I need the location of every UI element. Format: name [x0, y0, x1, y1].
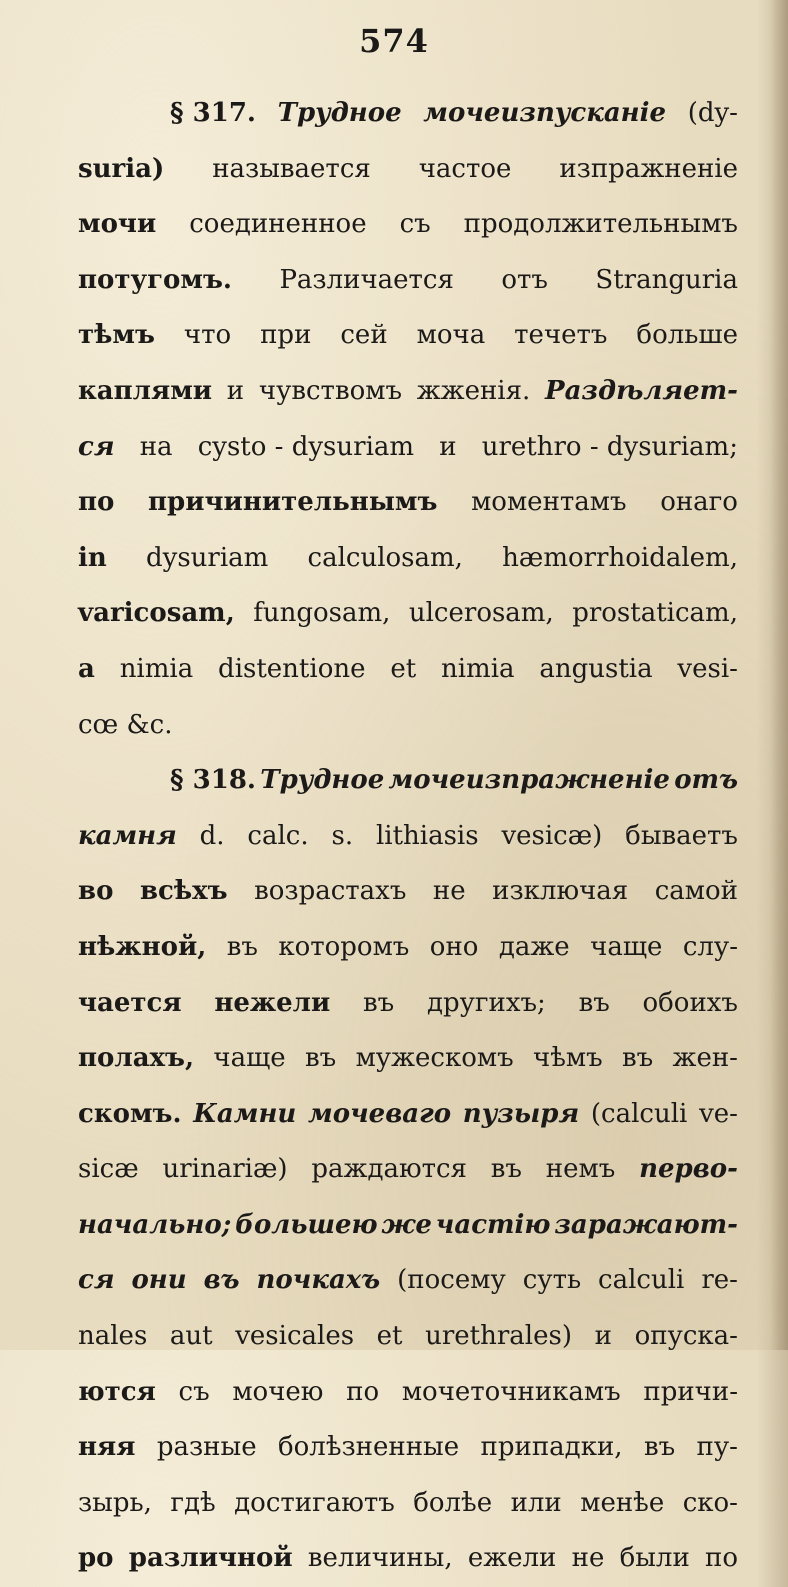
word: моча [416, 320, 486, 351]
word: § 318. [170, 765, 256, 796]
text-line [78, 1309, 738, 1365]
word: s. [331, 820, 354, 851]
word: припадки, [480, 1432, 623, 1463]
word: большею [235, 1209, 378, 1240]
word: чѣмъ [533, 1043, 603, 1074]
word: отъ [674, 765, 738, 796]
text-line [78, 1531, 738, 1587]
word: nimia [119, 653, 194, 684]
word: мочею [232, 1376, 324, 1407]
word: сей [340, 320, 388, 351]
text-line [78, 1476, 738, 1532]
word: жен- [672, 1043, 738, 1074]
text-line [78, 864, 738, 920]
word: Трудное [277, 98, 402, 128]
text-line [78, 809, 738, 865]
word: суть [522, 1265, 582, 1296]
text-line [78, 1031, 738, 1087]
word: sicæ [78, 1154, 139, 1185]
word: ежели [467, 1543, 557, 1574]
word: раждаются [311, 1154, 467, 1185]
word: Stranguria [595, 264, 738, 295]
word: dysuriam [145, 542, 269, 573]
word: vesi- [677, 653, 738, 684]
word: чувствомъ [258, 375, 403, 406]
word: varicosam, [78, 598, 235, 629]
word: частію [435, 1209, 551, 1240]
word: Различается [279, 264, 454, 295]
text-line [78, 531, 738, 587]
word: бываетъ [625, 820, 738, 851]
word: § 317. [170, 98, 256, 128]
word: мочеваго [308, 1098, 452, 1129]
word: чаще [590, 931, 663, 962]
word: они [131, 1265, 187, 1296]
word: слу- [682, 931, 738, 962]
word: въ [622, 1043, 654, 1074]
word: обоихъ [642, 987, 738, 1018]
word: въ [578, 987, 610, 1018]
word: которомъ [278, 931, 410, 962]
word: nales [78, 1321, 148, 1352]
word: ся [78, 431, 115, 462]
word: чается [78, 987, 182, 1018]
word: изключая [492, 876, 629, 907]
word: ся [78, 1265, 115, 1296]
text-line [78, 1142, 738, 1198]
word: на [139, 431, 173, 462]
word: называется [212, 153, 371, 184]
word: (calculi [590, 1098, 688, 1129]
text-line [78, 753, 738, 809]
word: distentione [218, 653, 366, 684]
word: ются [78, 1376, 156, 1407]
word: nimia [440, 653, 515, 684]
word: при [260, 320, 312, 351]
word: ulcerosam, [408, 598, 554, 629]
word: оно [429, 931, 479, 962]
word: во [78, 876, 114, 907]
word: тѣмъ [78, 320, 155, 351]
word: заражают- [554, 1209, 738, 1240]
word: urethrales) [425, 1321, 572, 1352]
word: опуска- [634, 1321, 738, 1352]
word: въ [643, 1432, 676, 1463]
page-edge-shadow [770, 0, 788, 1350]
word: d. [199, 820, 225, 851]
word: начально; [78, 1209, 232, 1240]
word: причи- [643, 1376, 738, 1407]
word: съ [178, 1376, 210, 1407]
word: calculosam, [307, 542, 463, 573]
word: calc. [247, 820, 309, 851]
word: et [376, 1321, 403, 1352]
word: въ [203, 1265, 240, 1296]
text-line [78, 976, 738, 1032]
word: няя [78, 1432, 136, 1463]
text-line [78, 586, 738, 642]
word: каплями [78, 375, 213, 406]
word: мужескомъ [355, 1043, 514, 1074]
word: мочеизпражненіе [388, 765, 670, 796]
text-line [78, 1365, 738, 1421]
word: re- [701, 1265, 738, 1296]
word: пузыря [462, 1098, 580, 1129]
text-line [78, 364, 738, 420]
word: продолжительнымъ [463, 209, 738, 240]
word: всѣхъ [139, 876, 228, 907]
word: въ [363, 987, 395, 1018]
word: Камни [193, 1098, 297, 1129]
text-line [78, 1420, 738, 1476]
word: болѣзненные [278, 1432, 460, 1463]
word: онаго [660, 487, 738, 518]
text-line [78, 86, 738, 142]
word: достигаютъ [234, 1487, 395, 1518]
word: величины, [307, 1543, 453, 1574]
word: и [226, 375, 245, 406]
word: пу- [696, 1432, 738, 1463]
word: были [619, 1543, 690, 1574]
text-line [78, 1087, 738, 1143]
word: потугомъ. [78, 264, 232, 295]
word: vesicales [235, 1321, 355, 1352]
word: suria) [78, 153, 165, 184]
word: другихъ; [426, 987, 546, 1018]
word: a [78, 653, 95, 684]
text-line [78, 1253, 738, 1309]
word: fungosam, [253, 598, 391, 629]
word: скомъ. [78, 1098, 182, 1129]
word: vesicæ) [501, 820, 603, 851]
word: въ [226, 931, 258, 962]
word: или [510, 1487, 562, 1518]
text-line [78, 698, 738, 754]
word: (посему [397, 1265, 506, 1296]
text-line [78, 920, 738, 976]
word: жженія. [416, 375, 531, 406]
word: нѣжной, [78, 931, 207, 962]
word: in [78, 542, 107, 573]
word: aut [169, 1321, 213, 1352]
word: (dy- [687, 98, 738, 128]
word: гдѣ [170, 1487, 216, 1518]
word: prostaticam, [572, 598, 738, 629]
word: камня [78, 820, 177, 851]
word: различной [128, 1543, 293, 1574]
word: даже [498, 931, 570, 962]
word: angustia [539, 653, 653, 684]
word: и [439, 431, 457, 462]
word: не [432, 876, 466, 907]
body-text [78, 86, 738, 1587]
word: соединенное [189, 209, 367, 240]
word: болѣе [413, 1487, 493, 1518]
word: зырь, [78, 1487, 152, 1518]
page-number: 574 [359, 22, 429, 60]
word: нежели [214, 987, 331, 1018]
text-line [78, 142, 738, 198]
word: Трудное [260, 765, 385, 796]
word: ро [78, 1543, 114, 1574]
word: почкахъ [256, 1265, 381, 1296]
word: по [78, 487, 115, 518]
word: съ [399, 209, 431, 240]
word: cœ &c. [78, 709, 173, 740]
word: по [346, 1376, 380, 1407]
word: немъ [545, 1154, 616, 1185]
word: же [381, 1209, 432, 1240]
text-line [78, 197, 738, 253]
word: Раздѣляет- [545, 375, 738, 406]
word: мочеточникамъ [401, 1376, 621, 1407]
word: мочеизпусканіе [423, 98, 667, 128]
word: возрастахъ [254, 876, 407, 907]
word: мочи [78, 209, 157, 240]
word: моментамъ [471, 487, 627, 518]
text-line [78, 253, 738, 309]
word: urinariæ) [162, 1154, 288, 1185]
word: чаще [213, 1043, 286, 1074]
word: не [571, 1543, 605, 1574]
word: изпражненіе [559, 153, 738, 184]
text-line [78, 642, 738, 698]
word: разные [156, 1432, 257, 1463]
word: течетъ [514, 320, 608, 351]
word: hæmorrhoidalem, [502, 542, 738, 573]
word: въ [305, 1043, 337, 1074]
word: самой [654, 876, 738, 907]
word: перво- [639, 1154, 738, 1185]
word: calculi [598, 1265, 685, 1296]
word: ско- [682, 1487, 738, 1518]
text-line [78, 308, 738, 364]
text-line [78, 1198, 738, 1254]
word: по [705, 1543, 738, 1574]
word: полахъ, [78, 1043, 195, 1074]
word: въ [490, 1154, 522, 1185]
word: urethro - dysuriam; [481, 431, 738, 462]
word: ve- [699, 1098, 738, 1129]
word: что [183, 320, 232, 351]
word: cysto - dysuriam [197, 431, 415, 462]
word: отъ [501, 264, 548, 295]
word: lithiasis [375, 820, 479, 851]
word: больше [636, 320, 738, 351]
word: частое [418, 153, 512, 184]
word: менѣе [580, 1487, 665, 1518]
word: причинительнымъ [148, 487, 438, 518]
text-line [78, 420, 738, 476]
word: и [594, 1321, 612, 1352]
word: et [390, 653, 417, 684]
text-line [78, 475, 738, 531]
